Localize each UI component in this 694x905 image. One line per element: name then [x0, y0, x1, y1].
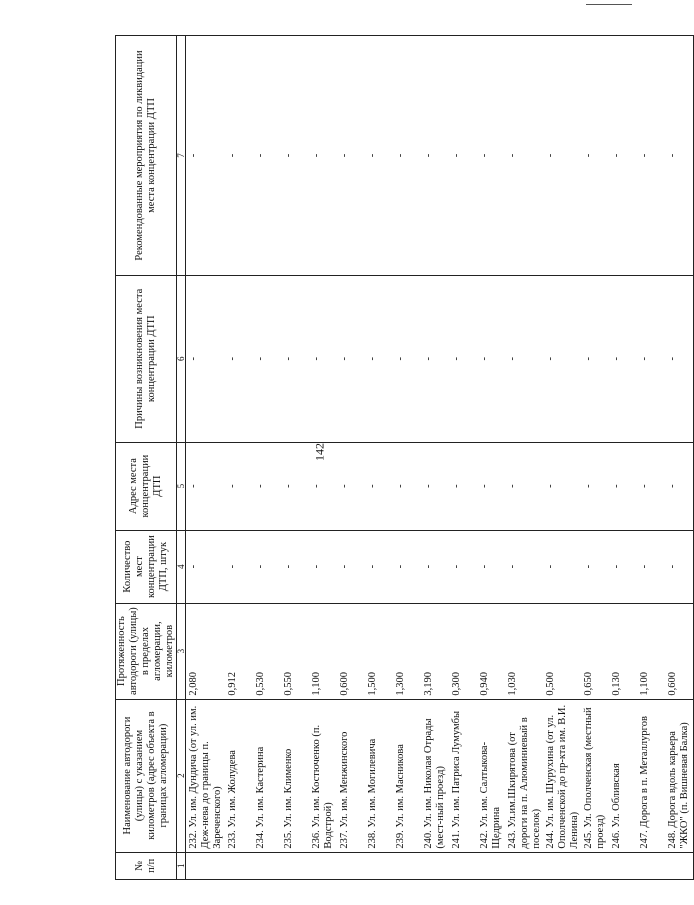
table-row: [281, 36, 309, 880]
cell-length: 2,080: [186, 603, 225, 699]
cell-causes: -: [281, 275, 309, 442]
cell-causes: -: [477, 275, 505, 442]
cell-measures: -: [477, 36, 505, 276]
column-number: 6: [177, 275, 186, 442]
cell-length: 0,940: [477, 603, 505, 699]
row-index-cell: [337, 852, 365, 879]
cell-address: -: [365, 442, 393, 530]
cell-measures: -: [449, 36, 477, 276]
cell-name: 234. Ул. им. Кастерина: [253, 699, 281, 852]
table-row: [637, 36, 665, 880]
table-row: [186, 36, 225, 880]
cell-count: -: [281, 530, 309, 603]
row-index-cell: [281, 852, 309, 879]
column-number-row: [177, 36, 186, 880]
cell-causes: -: [365, 275, 393, 442]
cell-length: 1,500: [365, 603, 393, 699]
row-index-cell: [449, 852, 477, 879]
cell-measures: -: [281, 36, 309, 276]
cell-causes: -: [665, 275, 694, 442]
cell-name: 240. Ул. им. Николая Отрады (мест-ный проезд): [421, 699, 449, 852]
cell-measures: -: [581, 36, 609, 276]
table-row: [337, 36, 365, 880]
row-index-cell: [365, 852, 393, 879]
header-cell: Адрес места концентрации ДТП: [116, 442, 177, 530]
cell-length: 1,100: [637, 603, 665, 699]
table-row: [309, 36, 337, 880]
cell-name: 237. Ул. им. Менжинского: [337, 699, 365, 852]
table-body: [186, 36, 694, 880]
column-number: 5: [177, 442, 186, 530]
cell-name: 245. Ул. Ополченская (местный проезд): [581, 699, 609, 852]
cell-measures: -: [505, 36, 543, 276]
cell-measures: -: [543, 36, 581, 276]
cell-causes: -: [581, 275, 609, 442]
cell-length: 0,912: [225, 603, 253, 699]
cell-address: -: [281, 442, 309, 530]
cell-address: -: [337, 442, 365, 530]
cell-address: -: [393, 442, 421, 530]
cell-name: 244. Ул. им. Шурухина (от ул. Ополченской до пр-кта им. В.И. Ленина): [543, 699, 581, 852]
cell-length: 1,100: [309, 603, 337, 699]
cell-name: 246. Ул. Обливская: [609, 699, 637, 852]
cell-name: 235. Ул. им. Клименко: [281, 699, 309, 852]
cell-name: 239. Ул. им. Масникова: [393, 699, 421, 852]
cell-name: 243. Ул.им.Шкирятова (от дороги на п. Алюминиевый в поселок): [505, 699, 543, 852]
cell-count: -: [637, 530, 665, 603]
header-cell: Причины возникновения места концентрации ДТП: [116, 275, 177, 442]
row-index-cell: [253, 852, 281, 879]
cell-causes: -: [186, 275, 225, 442]
cell-length: 0,530: [253, 603, 281, 699]
cell-measures: -: [665, 36, 694, 276]
cell-measures: -: [421, 36, 449, 276]
row-index-cell: [665, 852, 694, 879]
cell-count: -: [609, 530, 637, 603]
cell-causes: -: [543, 275, 581, 442]
cell-count: -: [421, 530, 449, 603]
cell-length: 0,650: [581, 603, 609, 699]
cell-address: -: [421, 442, 449, 530]
cell-measures: -: [253, 36, 281, 276]
header-cell: Рекомендованные мероприятия по ликвидации места концентрации ДТП: [116, 36, 177, 276]
header-cell: Наименование автодороги (улицы) с указанием километров (адрес объекта в границах агломерации): [116, 699, 177, 852]
cell-causes: -: [337, 275, 365, 442]
table-row: [393, 36, 421, 880]
header-row: [116, 36, 177, 880]
cell-measures: -: [365, 36, 393, 276]
cell-causes: -: [449, 275, 477, 442]
cell-name: 236. Ул. им. Костюченко (п. Водстрой): [309, 699, 337, 852]
row-index-cell: [581, 852, 609, 879]
row-index-cell: [421, 852, 449, 879]
table-row: [421, 36, 449, 880]
column-number: 1: [177, 852, 186, 879]
cell-count: -: [337, 530, 365, 603]
table-row: [253, 36, 281, 880]
cell-address: -: [543, 442, 581, 530]
cell-length: 0,130: [609, 603, 637, 699]
cell-causes: -: [393, 275, 421, 442]
row-index-cell: [309, 852, 337, 879]
cell-name: 248. Дорога вдоль карьера "ЖКО" (п. Вишневая Балка): [665, 699, 694, 852]
cell-name: 233. Ул. им. Жолудева: [225, 699, 253, 852]
rotated-table-wrapper: [115, 35, 690, 880]
row-index-cell: [505, 852, 543, 879]
cell-causes: -: [225, 275, 253, 442]
cell-name: 241. Ул. им. Патриса Лумумбы: [449, 699, 477, 852]
cell-causes: -: [505, 275, 543, 442]
cell-count: -: [309, 530, 337, 603]
cell-address: -: [665, 442, 694, 530]
cell-length: 0,500: [543, 603, 581, 699]
table-row: [609, 36, 637, 880]
cell-measures: -: [609, 36, 637, 276]
cell-measures: -: [393, 36, 421, 276]
cell-measures: -: [337, 36, 365, 276]
row-index-cell: [543, 852, 581, 879]
table-row: [225, 36, 253, 880]
cell-length: 0,600: [665, 603, 694, 699]
cell-length: 0,300: [449, 603, 477, 699]
cell-address: -: [505, 442, 543, 530]
cell-count: -: [581, 530, 609, 603]
cell-causes: -: [609, 275, 637, 442]
row-index-cell: [637, 852, 665, 879]
cell-length: 3,190: [421, 603, 449, 699]
cell-count: -: [665, 530, 694, 603]
row-index-cell: [609, 852, 637, 879]
cell-measures: -: [309, 36, 337, 276]
cell-count: -: [365, 530, 393, 603]
cell-count: -: [477, 530, 505, 603]
table-row: [505, 36, 543, 880]
cell-address: -: [186, 442, 225, 530]
page-number: 142: [312, 443, 327, 461]
cell-address: -: [225, 442, 253, 530]
table-row: [449, 36, 477, 880]
row-index-cell: [393, 852, 421, 879]
cell-address: -: [637, 442, 665, 530]
cell-measures: -: [186, 36, 225, 276]
column-number: 3: [177, 603, 186, 699]
cell-length: 0,550: [281, 603, 309, 699]
header-cell: № п/п: [116, 852, 177, 879]
cell-name: 242. Ул. им. Салтыкова-Щедрина: [477, 699, 505, 852]
cell-measures: -: [637, 36, 665, 276]
table-row: [477, 36, 505, 880]
cell-causes: -: [637, 275, 665, 442]
cell-length: 0,600: [337, 603, 365, 699]
row-index-cell: [186, 852, 225, 879]
cell-causes: -: [253, 275, 281, 442]
cell-name: 238. Ул. им. Могилевича: [365, 699, 393, 852]
cell-length: 1,300: [393, 603, 421, 699]
cell-name: 247. Дорога в п. Металлургов: [637, 699, 665, 852]
cell-count: -: [225, 530, 253, 603]
header-cell: Количество мест концентрации ДТП, штук: [116, 530, 177, 603]
table-row: [365, 36, 393, 880]
cell-address: -: [477, 442, 505, 530]
header-cell: Протяженность автодороги (улицы) в пределах агломерации, километров: [116, 603, 177, 699]
row-index-cell: [477, 852, 505, 879]
table-row: [665, 36, 694, 880]
cell-count: -: [543, 530, 581, 603]
cell-address: -: [253, 442, 281, 530]
cell-address: -: [581, 442, 609, 530]
column-number: 7: [177, 36, 186, 276]
row-index-cell: [225, 852, 253, 879]
cell-count: -: [186, 530, 225, 603]
cell-length: 1,030: [505, 603, 543, 699]
cell-causes: -: [309, 275, 337, 442]
cell-count: -: [253, 530, 281, 603]
cell-causes: -: [421, 275, 449, 442]
cell-name: 232. Ул. им. Дундича (от ул. им. Деж-нева до границы п. Зареченского): [186, 699, 225, 852]
table-row: [543, 36, 581, 880]
cell-address: -: [609, 442, 637, 530]
column-number: 4: [177, 530, 186, 603]
table-row: [581, 36, 609, 880]
accident-concentration-table: [115, 35, 694, 880]
cell-count: -: [449, 530, 477, 603]
cell-measures: -: [225, 36, 253, 276]
cell-address: -: [309, 442, 337, 530]
cell-address: -: [449, 442, 477, 530]
cell-count: -: [505, 530, 543, 603]
column-number: 2: [177, 699, 186, 852]
cell-count: -: [393, 530, 421, 603]
